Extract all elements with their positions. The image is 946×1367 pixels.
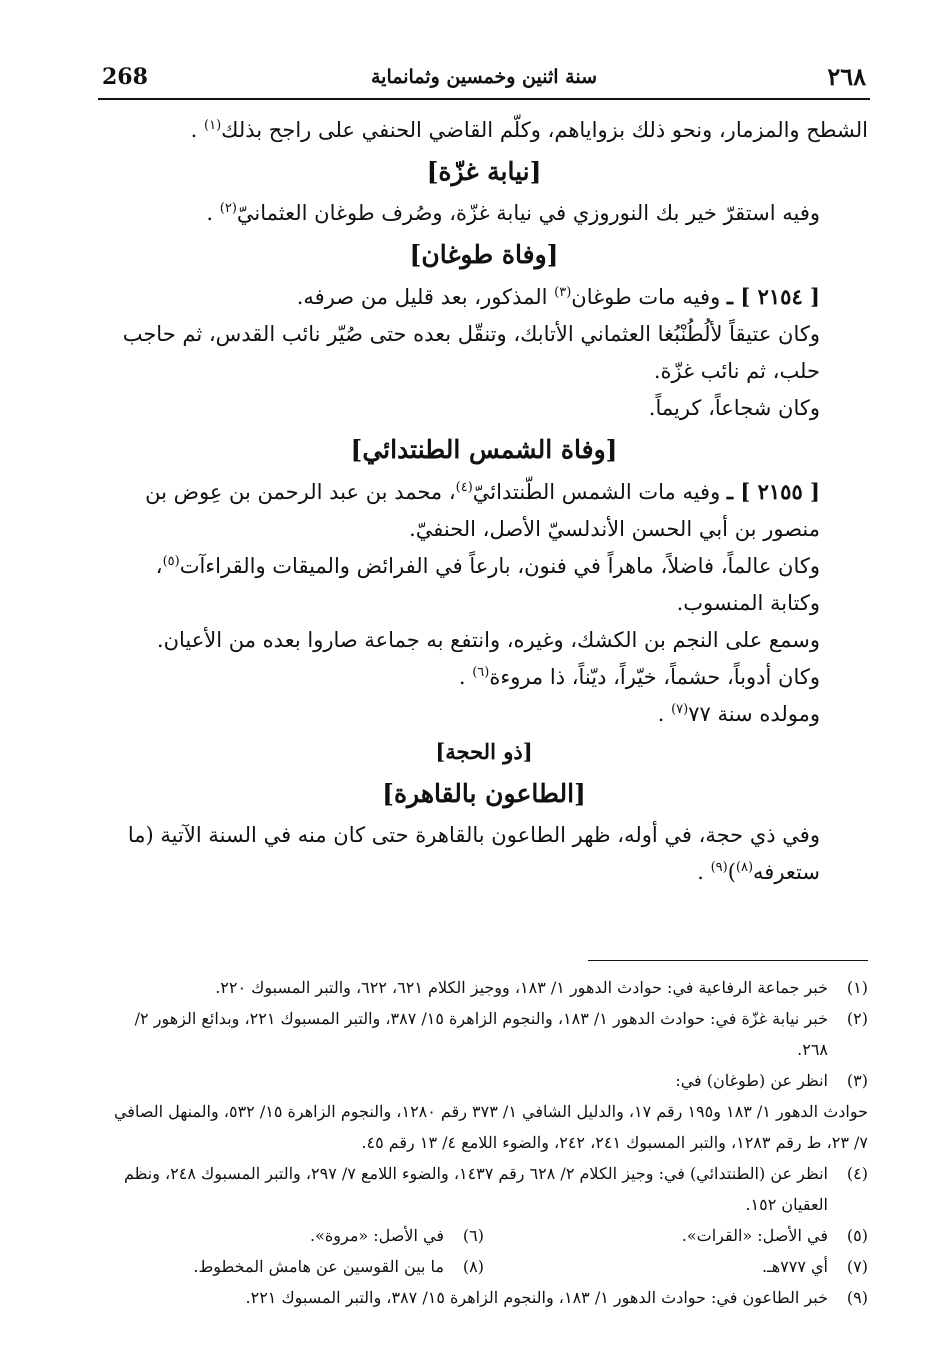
paragraph: وسمع على النجم بن الكشك، وغيره، وانتفع به جماعة صاروا بعده من الأعيان. [156,628,820,652]
paragraph: وكان عالماً، فاضلاً، ماهراً في فنون، بارعاً في الفرائض والميقات والقراءآت$^{(٥)}$، وكتابة المنسوب. [155,554,820,615]
main-text [100,112,868,891]
page-header [98,58,870,100]
entry-number: [ ٢١٥٤ ] ـ [726,284,820,309]
paragraph: وكان أدوباً، حشماً، خيّراً، ديّناً، ذا مروءة$^{(٦)}$ . [458,665,820,689]
footnote-number: (٧) [846,1257,868,1276]
footnote-ref[interactable]: (٨) [735,860,754,875]
footnote-text: خبر جماعة الرفاعية في: حوادث الدهور ١/ ١٨٣، ووجيز الكلام ٦٢١، ٦٢٢، والتبر المسبوك ٢٢٠. [215,978,828,997]
footnote-pair [100,1251,868,1282]
footnote-text: خبر الطاعون في: حوادث الدهور ١/ ١٨٣، والنجوم الزاهرة ١٥/ ٣٨٧، والتبر المسبوك ٢٢١. [245,1288,828,1307]
footnote-number: (٤) [846,1164,868,1183]
footnote-number: (٦) [462,1226,484,1245]
footnote-text: انظر عن (الطنتدائي) في: وجيز الكلام ٢/ ٦٢٨ رقم ١٤٣٧، والضوء اللامع ٧/ ٢٩٧، والتبر المسبوك ٢٤٨، ونظم العقيان ١٥٢. [123,1164,828,1214]
footnote [100,1158,868,1220]
section-heading: [وفاة طوغان] [409,240,559,269]
footnote-ref[interactable]: (٦) [472,665,490,680]
footnote-text: في الأصل: «مروة». [310,1226,444,1245]
footnote [100,1003,868,1065]
footnote-ref[interactable]: (٥) [162,554,180,569]
footnote-number: (٥) [846,1226,868,1245]
footnote-number: (١) [846,978,868,997]
footnote-ref[interactable]: (٣) [554,285,572,300]
paragraph: ومولده سنة ٧٧$^{(٧)}$ . [657,702,820,726]
page-number-latin: 268 [102,64,148,90]
paragraph: وكان عتيقاً لألُطُنْبُغا العثماني الأتابك، وتنقّل بعده حتى صُيّر نائب القدس، ثم حاجب حلب، ثم نائب غزّة. [122,322,820,383]
section-heading: [وفاة الشمس الطنتدائي] [350,435,618,464]
footnote-continuation: حوادث الدهور ١/ ١٨٣ و١٩٥ رقم ١٧، والدليل الشافي ١/ ٣٧٣ رقم ١٢٨٠، والنجوم الزاهرة ١٥/ ٥٣٢، والمنهل الصافي ٧/ ٢٣، ط رقم ١٢٨٣، والتبر المسبوك ٢٤١، ٢٤٢، والضوء اللامع ٤/ ١٣ رقم ٤٥. [113,1102,868,1152]
paragraph: وفي ذي حجة، في أوله، ظهر الطاعون بالقاهرة حتى كان منه في السنة الآتية (ما ستعرفه$^{(٨)}$)$^{(٩)}$ . [127,823,820,884]
footnote-text: أي ٧٧٧هـ. [761,1257,828,1276]
footnotes [100,960,868,1313]
footnote-number: (٩) [846,1288,868,1307]
entry-number: [ ٢١٥٥ ] ـ [726,479,820,504]
footnote-ref[interactable]: (٩) [710,860,728,875]
footnote-ref[interactable]: (٧) [671,702,689,717]
section-heading: [الطاعون بالقاهرة] [382,779,586,808]
footnote-text: انظر عن (طوغان) في: [675,1071,828,1090]
paragraph: وفيه استقرّ خير بك النوروزي في نيابة غزّة، وصُرف طوغان العثمانيّ$^{(٢)}$ . [206,201,820,225]
section-heading: [ذو الحجة] [435,739,533,764]
paragraph: وكان شجاعاً، كريماً. [648,396,820,420]
footnote-ref[interactable]: (٤) [455,480,473,495]
footnote [100,1065,868,1096]
footnote-text: ما بين القوسين عن هامش المخطوط. [193,1257,444,1276]
footnote-number: (٣) [846,1071,868,1090]
entry-paragraph: [ ٢١٥٥ ] ـ وفيه مات الشمس الطّنتدائيّ$^{(٤)}$، محمد بن عبد الرحمن بن عِوض بن منصور بن أبي الحسن الأندلسيّ الأصل، الحنفيّ. [145,479,820,541]
footnote-ref[interactable]: (١) [204,118,222,133]
page-number-arabic: ٢٦٨ [827,62,866,91]
section-heading: [نيابة غزّة] [426,157,542,186]
footnote-text: خبر نيابة غزّة في: حوادث الدهور ١/ ١٨٣، والنجوم الزاهرة ١٥/ ٣٨٧، والتبر المسبوك ٢٢١، وبدائع الزهور ٢/ ٢٦٨. [134,1009,828,1059]
footnote-number: (٨) [462,1257,484,1276]
footnote-divider [588,960,868,961]
footnote-pair [100,1220,868,1251]
footnote [100,1282,868,1313]
footnote-number: (٢) [846,1009,868,1028]
footnote-text: في الأصل: «القرات». [681,1226,828,1245]
paragraph: الشطح والمزمار، ونحو ذلك بزواياهم، وكلّم القاضي الحنفي على راجح بذلك$^{(١)}$ . [190,118,868,142]
running-title: سنة اثنين وخمسين وثمانماية [370,66,597,88]
entry-paragraph: [ ٢١٥٤ ] ـ وفيه مات طوغان$^{(٣)}$ المذكور، بعد قليل من صرفه. [296,284,820,309]
footnote [100,972,868,1003]
footnote-ref[interactable]: (٢) [219,201,237,216]
